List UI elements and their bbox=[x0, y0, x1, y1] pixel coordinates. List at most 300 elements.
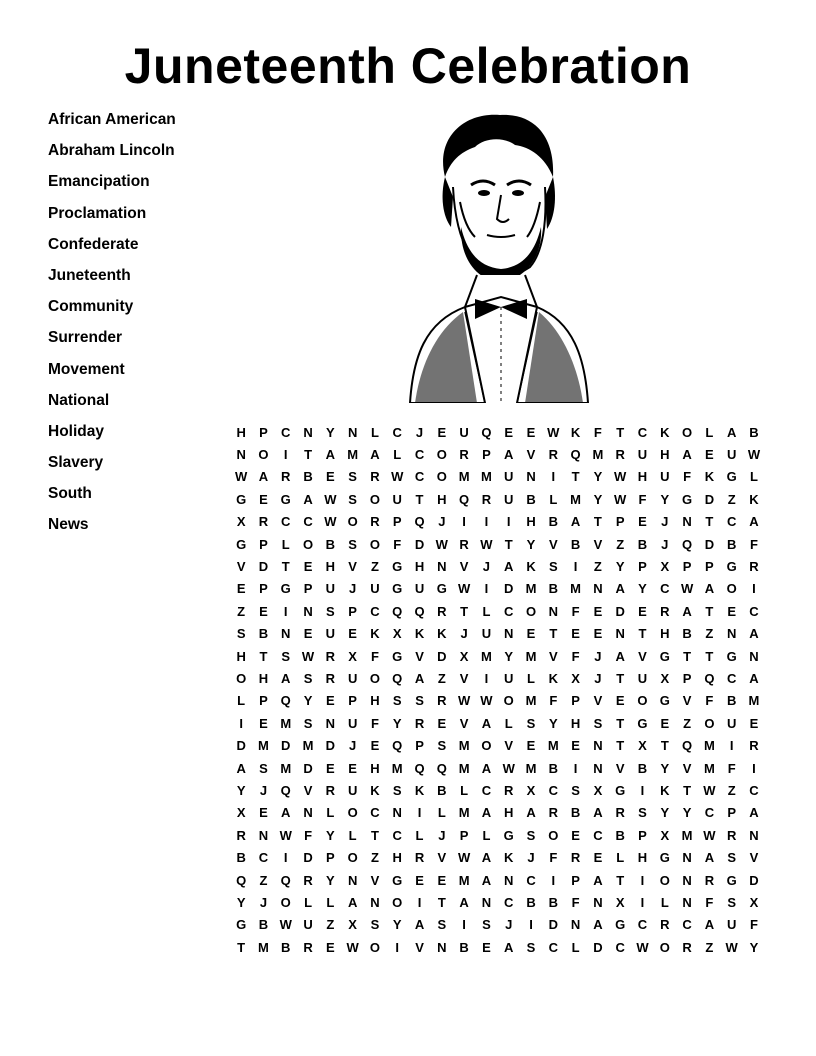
grid-cell: D bbox=[704, 491, 715, 507]
grid-cell: V bbox=[437, 850, 447, 866]
grid-cell: N bbox=[749, 827, 759, 843]
grid-cell: N bbox=[325, 715, 336, 731]
grid-cell: H bbox=[570, 715, 581, 731]
grid-cell: T bbox=[370, 827, 379, 843]
grid-cell: V bbox=[348, 559, 357, 575]
grid-cell: P bbox=[348, 603, 357, 619]
grid-cell: L bbox=[326, 805, 335, 821]
grid-cell: M bbox=[347, 447, 359, 463]
grid-cell: H bbox=[370, 760, 380, 776]
grid-cell: N bbox=[258, 827, 269, 843]
grid-cell: O bbox=[659, 872, 670, 888]
grid-cell: A bbox=[481, 715, 492, 731]
grid-cell: V bbox=[682, 693, 692, 709]
grid-cell: M bbox=[547, 738, 559, 754]
grid-cell: Z bbox=[326, 917, 335, 933]
grid-cell: F bbox=[638, 491, 647, 507]
grid-cell: I bbox=[283, 850, 288, 866]
grid-cell: E bbox=[660, 715, 670, 731]
grid-cell: G bbox=[280, 581, 291, 597]
grid-cell: A bbox=[526, 805, 536, 821]
grid-cell: Y bbox=[326, 424, 335, 440]
grid-cell: U bbox=[726, 715, 737, 731]
grid-cell: A bbox=[726, 424, 737, 440]
grid-cell: Y bbox=[326, 872, 335, 888]
grid-cell: C bbox=[414, 469, 425, 485]
grid-cell: R bbox=[726, 827, 737, 843]
grid-cell: Y bbox=[392, 917, 402, 933]
grid-cell: T bbox=[660, 738, 669, 754]
grid-cell: C bbox=[370, 805, 380, 821]
grid-cell: R bbox=[414, 850, 425, 866]
grid-cell: U bbox=[347, 670, 358, 686]
grid-cell: I bbox=[484, 581, 489, 597]
grid-cell: G bbox=[392, 872, 403, 888]
grid-cell: N bbox=[593, 581, 603, 597]
grid-cell: V bbox=[593, 536, 603, 552]
grid-cell: M bbox=[570, 581, 582, 597]
grid-cell: L bbox=[326, 894, 335, 910]
grid-cell: F bbox=[571, 603, 580, 619]
grid-cell: G bbox=[659, 693, 670, 709]
grid-cell: Y bbox=[236, 894, 246, 910]
grid-cell: M bbox=[258, 939, 269, 955]
grid-cell: Z bbox=[683, 715, 692, 731]
grid-cell: W bbox=[391, 469, 404, 485]
grid-cell: D bbox=[504, 581, 514, 597]
grid-row bbox=[230, 802, 765, 824]
grid-cell: R bbox=[459, 447, 469, 463]
grid-cell: D bbox=[281, 738, 291, 754]
grid-cell: I bbox=[417, 894, 422, 910]
grid-cell: C bbox=[258, 850, 269, 866]
grid-cell: B bbox=[258, 626, 269, 642]
grid-cell: O bbox=[682, 424, 693, 440]
grid-cell: B bbox=[258, 917, 269, 933]
grid-cell: F bbox=[571, 894, 580, 910]
grid-cell: N bbox=[682, 514, 692, 530]
grid-cell: M bbox=[258, 738, 269, 754]
grid-cell: E bbox=[437, 872, 447, 888]
grid-cell: U bbox=[504, 491, 514, 507]
grid-cell: E bbox=[727, 603, 737, 619]
grid-row bbox=[230, 846, 765, 868]
grid-cell: B bbox=[548, 581, 558, 597]
grid-cell: C bbox=[303, 514, 313, 530]
grid-cell: L bbox=[415, 827, 424, 843]
grid-cell: O bbox=[347, 514, 358, 530]
grid-cell: T bbox=[616, 715, 625, 731]
grid-cell: P bbox=[482, 447, 491, 463]
grid-cell: M bbox=[391, 760, 403, 776]
grid-cell: V bbox=[548, 648, 558, 664]
grid-cell: E bbox=[571, 738, 580, 754]
grid-cell: V bbox=[682, 760, 692, 776]
grid-cell: X bbox=[348, 917, 357, 933]
grid-cell: S bbox=[437, 917, 447, 933]
grid-cell: O bbox=[236, 670, 247, 686]
grid-cell: Q bbox=[459, 491, 470, 507]
grid-cell: J bbox=[482, 559, 491, 575]
grid-cell: O bbox=[659, 939, 670, 955]
grid-cell: Z bbox=[727, 491, 736, 507]
grid-cell: E bbox=[259, 805, 268, 821]
grid-cell: T bbox=[571, 469, 580, 485]
grid-cell: G bbox=[726, 648, 737, 664]
grid-cell: A bbox=[682, 603, 692, 619]
grid-cell: Z bbox=[593, 559, 602, 575]
grid-cell: C bbox=[481, 782, 492, 798]
grid-cell: G bbox=[726, 469, 737, 485]
grid-cell: D bbox=[303, 850, 313, 866]
grid-cell: J bbox=[438, 827, 446, 843]
grid-cell: T bbox=[683, 782, 692, 798]
grid-cell: T bbox=[437, 894, 446, 910]
grid-cell: R bbox=[437, 603, 447, 619]
grid-cell: A bbox=[481, 760, 492, 776]
grid-cell: K bbox=[526, 559, 536, 575]
grid-cell: U bbox=[303, 917, 313, 933]
grid-cell: U bbox=[459, 424, 469, 440]
grid-cell: E bbox=[348, 626, 357, 642]
grid-cell: Q bbox=[280, 872, 291, 888]
grid-cell: W bbox=[547, 424, 560, 440]
grid-cell: H bbox=[236, 424, 246, 440]
grid-cell: N bbox=[303, 424, 313, 440]
grid-cell: E bbox=[571, 626, 580, 642]
grid-cell: E bbox=[326, 693, 335, 709]
grid-cell: A bbox=[749, 670, 759, 686]
grid-row bbox=[230, 891, 765, 913]
grid-cell: U bbox=[370, 581, 380, 597]
grid-cell: C bbox=[370, 603, 380, 619]
grid-cell: Y bbox=[548, 715, 558, 731]
grid-cell: A bbox=[303, 491, 313, 507]
grid-cell: F bbox=[727, 760, 736, 776]
grid-cell: G bbox=[436, 581, 447, 597]
grid-cell: V bbox=[526, 447, 536, 463]
grid-cell: C bbox=[281, 514, 291, 530]
grid-cell: U bbox=[637, 670, 648, 686]
grid-cell: R bbox=[481, 491, 492, 507]
grid-cell: U bbox=[414, 581, 425, 597]
grid-cell: I bbox=[640, 782, 645, 798]
grid-cell: X bbox=[593, 782, 603, 798]
grid-cell: A bbox=[325, 447, 336, 463]
word-list-item: News bbox=[48, 516, 89, 534]
grid-cell: G bbox=[392, 581, 403, 597]
grid-cell: B bbox=[570, 805, 581, 821]
grid-cell: W bbox=[747, 447, 761, 463]
grid-cell: E bbox=[638, 514, 647, 530]
grid-cell: E bbox=[437, 424, 447, 440]
grid-cell: L bbox=[527, 670, 535, 686]
grid-cell: G bbox=[236, 917, 247, 933]
grid-cell: M bbox=[458, 469, 470, 485]
grid-cell: C bbox=[749, 782, 759, 798]
grid-row bbox=[230, 623, 765, 645]
grid-cell: M bbox=[703, 760, 715, 776]
grid-cell: O bbox=[436, 447, 447, 463]
grid-cell: P bbox=[259, 536, 268, 552]
grid-cell: S bbox=[370, 917, 380, 933]
grid-cell: Y bbox=[593, 469, 603, 485]
grid-cell: S bbox=[526, 939, 536, 955]
grid-cell: S bbox=[638, 805, 647, 821]
grid-row bbox=[230, 645, 765, 667]
grid-cell: T bbox=[616, 670, 625, 686]
grid-cell: R bbox=[548, 805, 558, 821]
grid-row bbox=[230, 712, 765, 734]
grid-cell: E bbox=[749, 715, 759, 731]
grid-cell: Z bbox=[705, 939, 714, 955]
grid-cell: I bbox=[529, 917, 533, 933]
grid-cell: E bbox=[326, 760, 335, 776]
grid-cell: N bbox=[593, 894, 603, 910]
grid-cell: K bbox=[548, 670, 558, 686]
grid-cell: R bbox=[236, 827, 246, 843]
grid-cell: T bbox=[504, 536, 513, 552]
grid-cell: U bbox=[325, 626, 336, 642]
grid-cell: A bbox=[370, 447, 380, 463]
grid-cell: K bbox=[570, 424, 581, 440]
grid-cell: L bbox=[482, 827, 491, 843]
grid-cell: N bbox=[504, 626, 514, 642]
grid-cell: J bbox=[259, 782, 268, 798]
grid-cell: L bbox=[304, 894, 313, 910]
grid-cell: M bbox=[480, 469, 492, 485]
grid-cell: I bbox=[506, 514, 511, 530]
grid-cell: T bbox=[616, 872, 625, 888]
grid-cell: V bbox=[593, 693, 603, 709]
grid-cell: B bbox=[548, 514, 558, 530]
grid-cell: C bbox=[548, 782, 558, 798]
grid-cell: C bbox=[504, 894, 514, 910]
grid-cell: R bbox=[370, 514, 380, 530]
grid-row bbox=[230, 914, 765, 936]
grid-cell: D bbox=[437, 648, 447, 664]
grid-cell: R bbox=[504, 782, 514, 798]
grid-cell: M bbox=[458, 872, 470, 888]
grid-cell: M bbox=[480, 648, 492, 664]
grid-cell: A bbox=[749, 514, 759, 530]
grid-cell: W bbox=[324, 514, 337, 530]
grid-cell: C bbox=[637, 424, 648, 440]
grid-cell: H bbox=[437, 491, 447, 507]
grid-cell: A bbox=[414, 917, 425, 933]
grid-cell: D bbox=[749, 872, 759, 888]
grid-cell: W bbox=[235, 469, 248, 485]
grid-cell: J bbox=[259, 894, 268, 910]
grid-cell: E bbox=[482, 939, 491, 955]
grid-cell: J bbox=[415, 424, 424, 440]
grid-cell: O bbox=[369, 536, 380, 552]
grid-cell: U bbox=[726, 917, 737, 933]
word-list-item: Holiday bbox=[48, 422, 104, 440]
grid-cell: O bbox=[280, 894, 291, 910]
grid-cell: B bbox=[526, 491, 536, 507]
grid-cell: A bbox=[281, 670, 291, 686]
grid-cell: Y bbox=[638, 581, 647, 597]
grid-cell: F bbox=[750, 536, 758, 552]
grid-cell: W bbox=[725, 939, 738, 955]
grid-cell: H bbox=[637, 469, 648, 485]
grid-cell: R bbox=[570, 850, 581, 866]
grid-cell: R bbox=[459, 536, 469, 552]
grid-cell: F bbox=[593, 424, 602, 440]
grid-cell: N bbox=[593, 760, 603, 776]
grid-cell: B bbox=[548, 894, 558, 910]
grid-cell: C bbox=[593, 827, 603, 843]
grid-cell: G bbox=[503, 827, 514, 843]
grid-cell: R bbox=[682, 939, 692, 955]
grid-cell: Y bbox=[504, 648, 514, 664]
grid-cell: R bbox=[325, 648, 336, 664]
grid-cell: A bbox=[504, 559, 514, 575]
grid-cell: M bbox=[458, 805, 470, 821]
grid-cell: U bbox=[347, 782, 358, 798]
grid-cell: M bbox=[525, 693, 537, 709]
grid-cell: M bbox=[525, 648, 537, 664]
grid-cell: G bbox=[659, 648, 670, 664]
grid-cell: C bbox=[704, 805, 715, 821]
grid-cell: E bbox=[593, 603, 603, 619]
grid-cell: W bbox=[614, 469, 627, 485]
grid-cell: L bbox=[393, 447, 402, 463]
grid-cell: W bbox=[279, 827, 292, 843]
grid-cell: K bbox=[749, 491, 759, 507]
grid-cell: I bbox=[462, 917, 466, 933]
grid-cell: U bbox=[392, 491, 402, 507]
grid-cell: V bbox=[459, 559, 469, 575]
grid-cell: T bbox=[638, 626, 647, 642]
grid-cell: I bbox=[640, 894, 645, 910]
grid-cell: A bbox=[704, 917, 715, 933]
grid-cell: U bbox=[481, 626, 492, 642]
grid-cell: B bbox=[726, 693, 737, 709]
grid-cell: W bbox=[703, 827, 716, 843]
grid-row bbox=[230, 578, 765, 600]
grid-cell: P bbox=[705, 559, 714, 575]
grid-cell: R bbox=[414, 715, 425, 731]
grid-cell: X bbox=[348, 648, 357, 664]
grid-cell: H bbox=[370, 693, 380, 709]
grid-cell: G bbox=[726, 872, 737, 888]
grid-cell: F bbox=[750, 917, 758, 933]
grid-cell: W bbox=[480, 693, 493, 709]
grid-row bbox=[230, 533, 765, 555]
grid-cell: X bbox=[749, 894, 759, 910]
grid-cell: S bbox=[392, 782, 402, 798]
grid-row bbox=[230, 667, 765, 689]
grid-cell: Z bbox=[370, 559, 379, 575]
grid-cell: J bbox=[505, 917, 513, 933]
grid-cell: K bbox=[437, 626, 447, 642]
grid-cell: R bbox=[325, 782, 336, 798]
grid-cell: H bbox=[660, 626, 670, 642]
grid-cell: S bbox=[236, 626, 246, 642]
grid-cell: S bbox=[348, 491, 357, 507]
grid-cell: G bbox=[392, 648, 403, 664]
grid-cell: I bbox=[283, 603, 288, 619]
grid-cell: E bbox=[415, 872, 424, 888]
grid-cell: S bbox=[259, 760, 268, 776]
grid-cell: K bbox=[504, 850, 514, 866]
grid-cell: R bbox=[704, 872, 715, 888]
grid-cell: W bbox=[435, 536, 448, 552]
grid-cell: R bbox=[749, 559, 759, 575]
grid-cell: Q bbox=[392, 738, 403, 754]
grid-cell: F bbox=[304, 827, 313, 843]
grid-cell: X bbox=[660, 670, 670, 686]
grid-cell: R bbox=[749, 738, 759, 754]
grid-cell: L bbox=[437, 805, 446, 821]
grid-cell: U bbox=[637, 447, 648, 463]
grid-cell: D bbox=[325, 738, 336, 754]
grid-cell: A bbox=[749, 805, 759, 821]
grid-cell: C bbox=[637, 917, 648, 933]
grid-cell: R bbox=[660, 603, 670, 619]
letter-grid bbox=[230, 421, 765, 958]
grid-cell: J bbox=[527, 850, 535, 866]
word-list-item: South bbox=[48, 485, 92, 503]
grid-cell: X bbox=[236, 514, 246, 530]
grid-cell: N bbox=[347, 872, 358, 888]
grid-cell: J bbox=[594, 648, 602, 664]
grid-cell: L bbox=[460, 782, 469, 798]
grid-cell: G bbox=[682, 491, 693, 507]
grid-cell: C bbox=[615, 939, 625, 955]
grid-cell: A bbox=[347, 894, 358, 910]
grid-cell: N bbox=[303, 805, 313, 821]
grid-cell: F bbox=[683, 469, 692, 485]
grid-cell: Y bbox=[660, 760, 670, 776]
grid-cell: N bbox=[437, 559, 447, 575]
grid-cell: E bbox=[326, 939, 335, 955]
grid-cell: A bbox=[414, 670, 425, 686]
grid-cell: T bbox=[683, 648, 692, 664]
grid-cell: N bbox=[682, 872, 692, 888]
grid-cell: W bbox=[636, 939, 649, 955]
grid-cell: Y bbox=[392, 715, 402, 731]
grid-cell: Z bbox=[237, 603, 246, 619]
word-list-item: Movement bbox=[48, 360, 125, 378]
grid-cell: Z bbox=[370, 850, 379, 866]
word-list-item: Surrender bbox=[48, 329, 123, 347]
grid-cell: H bbox=[392, 850, 402, 866]
grid-cell: J bbox=[594, 670, 602, 686]
grid-cell: W bbox=[346, 939, 359, 955]
grid-cell: H bbox=[504, 805, 514, 821]
grid-cell: O bbox=[503, 693, 514, 709]
grid-cell: D bbox=[704, 536, 715, 552]
grid-cell: I bbox=[283, 447, 288, 463]
grid-cell: N bbox=[749, 648, 759, 664]
grid-cell: H bbox=[660, 447, 670, 463]
grid-cell: N bbox=[682, 850, 692, 866]
grid-cell: B bbox=[236, 850, 246, 866]
grid-cell: F bbox=[571, 648, 580, 664]
grid-cell: Q bbox=[414, 514, 425, 530]
grid-cell: C bbox=[504, 603, 514, 619]
grid-row bbox=[230, 936, 765, 958]
grid-cell: Y bbox=[326, 827, 335, 843]
grid-cell: O bbox=[436, 469, 447, 485]
grid-cell: E bbox=[526, 626, 536, 642]
grid-cell: O bbox=[347, 805, 358, 821]
grid-cell: I bbox=[752, 760, 756, 776]
grid-cell: R bbox=[548, 447, 558, 463]
